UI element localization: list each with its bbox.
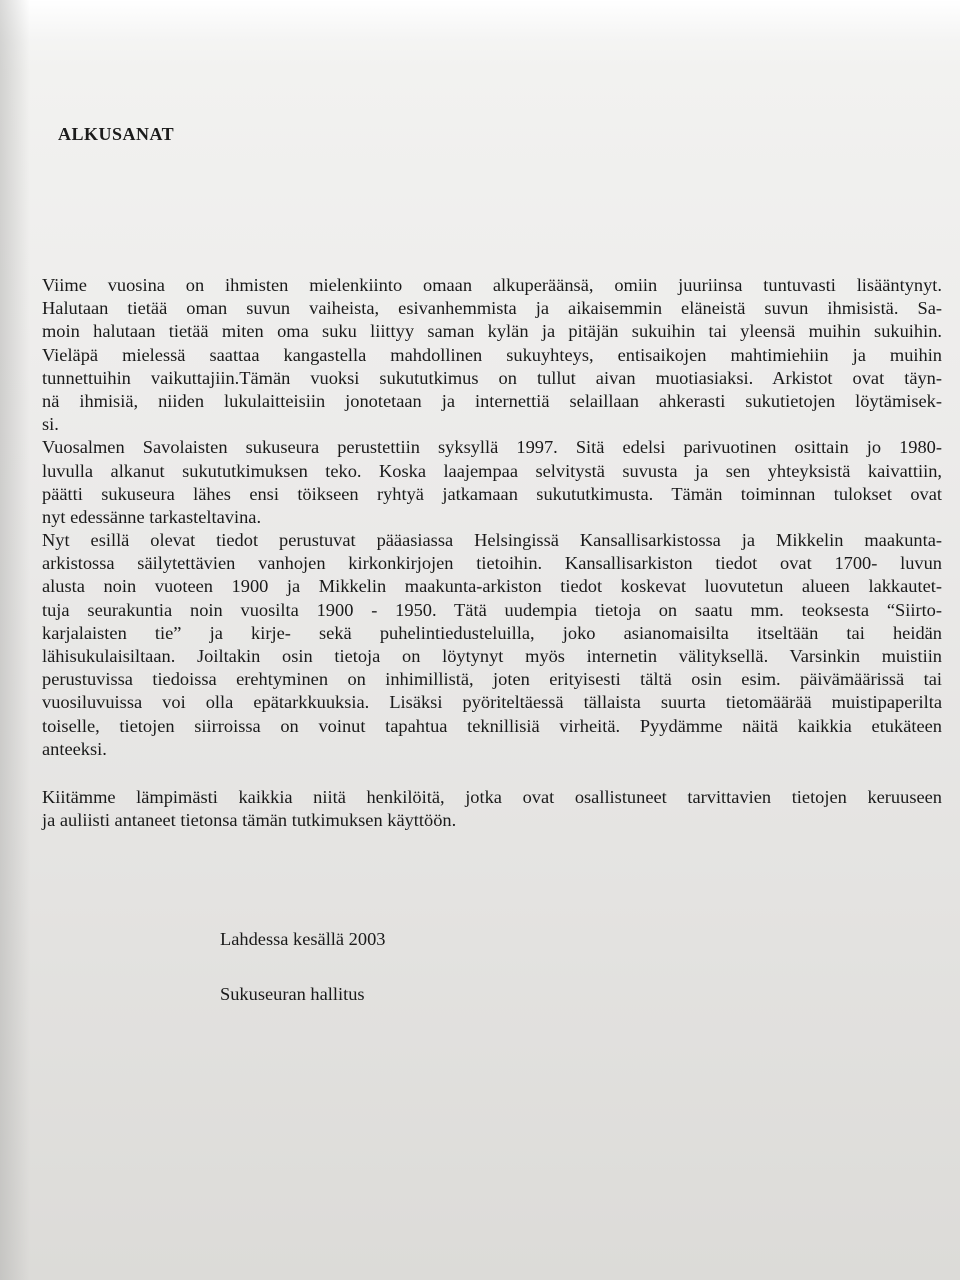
text-line: arkistossa säilytettävien vanhojen kirkonkirjojen tietoihin. Kansallisarkiston tiedot ovat 1700- luvun: [42, 553, 942, 574]
text-line: alusta noin vuoteen 1900 ja Mikkelin maakunta-arkiston tiedot koskevat luovutetun alueen lakkautet-: [42, 576, 942, 597]
paragraph-thanks: [42, 786, 942, 832]
signature: Sukuseuran hallitus: [220, 984, 365, 1004]
text-line: tuja seurakuntia noin vuosilta 1900 - 1950. Tätä uudempia tietoja on saatu mm. teoksesta “Siirto-: [42, 599, 942, 620]
paragraph-sources: [42, 529, 942, 761]
text-line: Viime vuosina on ihmisten mielenkiinto omaan alkuperäänsä, omiin juuriinsa tuntuvasti lisääntynyt.: [42, 275, 942, 295]
page-heading: ALKUSANAT: [58, 124, 175, 144]
text-line: toiselle, tietojen siirroissa on voinut tapahtua teknillisiä virheitä. Pyydämme näitä kaikkia etukäteen: [42, 715, 942, 736]
place-date: Lahdessa kesällä 2003: [220, 929, 386, 949]
text-line: anteeksi.: [42, 738, 107, 759]
paragraph-gap: [42, 761, 942, 786]
text-line: moin halutaan tietää miten oma suku liittyy saman kylän ja pitäjän sukuihin tai yleensä muihin sukuihin.: [42, 321, 942, 342]
text-line: vuosiluvuissa voi olla epätarkkuuksia. Lisäksi pyöriteltäessä tällaista suurta tietomäärää muistipaperilta: [42, 692, 942, 713]
text-line: Kiitämme lämpimästi kaikkia niitä henkilöitä, jotka ovat osallistuneet tarvittavien tietojen keruuseen: [42, 786, 942, 807]
text-line: si.: [42, 414, 59, 435]
paragraph-interest: [42, 274, 942, 436]
text-line: Vuosalmen Savolaisten sukuseura perustettiin syksyllä 1997. Sitä edelsi parivuotinen osittain jo 1980-: [42, 437, 942, 458]
signoff: [220, 928, 385, 1006]
body-text: [42, 274, 942, 832]
text-line: Vieläpä mielessä saattaa kangastella mahdollinen sukuyhteys, entisaikojen mahtimiehiin ja muihin: [42, 344, 942, 365]
text-line: Halutaan tietää oman suvun vaiheista, esivanhemmista ja aikaisemmin eläneistä suvun ihmisistä. Sa-: [42, 298, 942, 319]
text-line: nä ihmisiä, niiden lukulaitteisiin jonotetaan ja internettiä selaillaan ahkerasti sukutietojen löytämisek-: [42, 390, 942, 411]
text-line: perustuvissa tiedoissa erehtyminen on inhimillistä, joten erityisesti tältä osin esim. päivämäärissä tai: [42, 669, 942, 690]
paragraph-society: [42, 436, 942, 529]
text-line: nyt edessänne tarkasteltavina.: [42, 506, 262, 527]
text-line: Nyt esillä olevat tiedot perustuvat pääasiassa Helsingissä Kansallisarkistossa ja Mikkelin maakunta-: [42, 530, 942, 551]
text-line: tunnettuihin vaikuttajiin.Tämän vuoksi sukututkimus on tullut aivan muotiasiaksi. Arkistot ovat täyn-: [42, 367, 942, 388]
text-line: ja auliisti antaneet tietonsa tämän tutkimuksen käyttöön.: [42, 810, 457, 831]
text-line: karjalaisten tie” ja kirje- sekä puhelintiedusteluilla, joko asianomaisilta itseltään tai heidän: [42, 622, 942, 643]
text-line: luvulla alkanut sukututkimuksen teko. Koska laajempaa selvitystä suvusta ja sen yhteyksistä kaivattiin,: [42, 460, 942, 481]
text-line: päätti sukuseura lähes ensi töikseen ryhtyä jatkamaan sukututkimusta. Tämän toiminnan tulokset ovat: [42, 483, 942, 504]
text-line: lähisukulaisiltaan. Joiltakin osin tietoja on löytynyt myös internetin välityksellä. Varsinkin muistiin: [42, 646, 942, 666]
